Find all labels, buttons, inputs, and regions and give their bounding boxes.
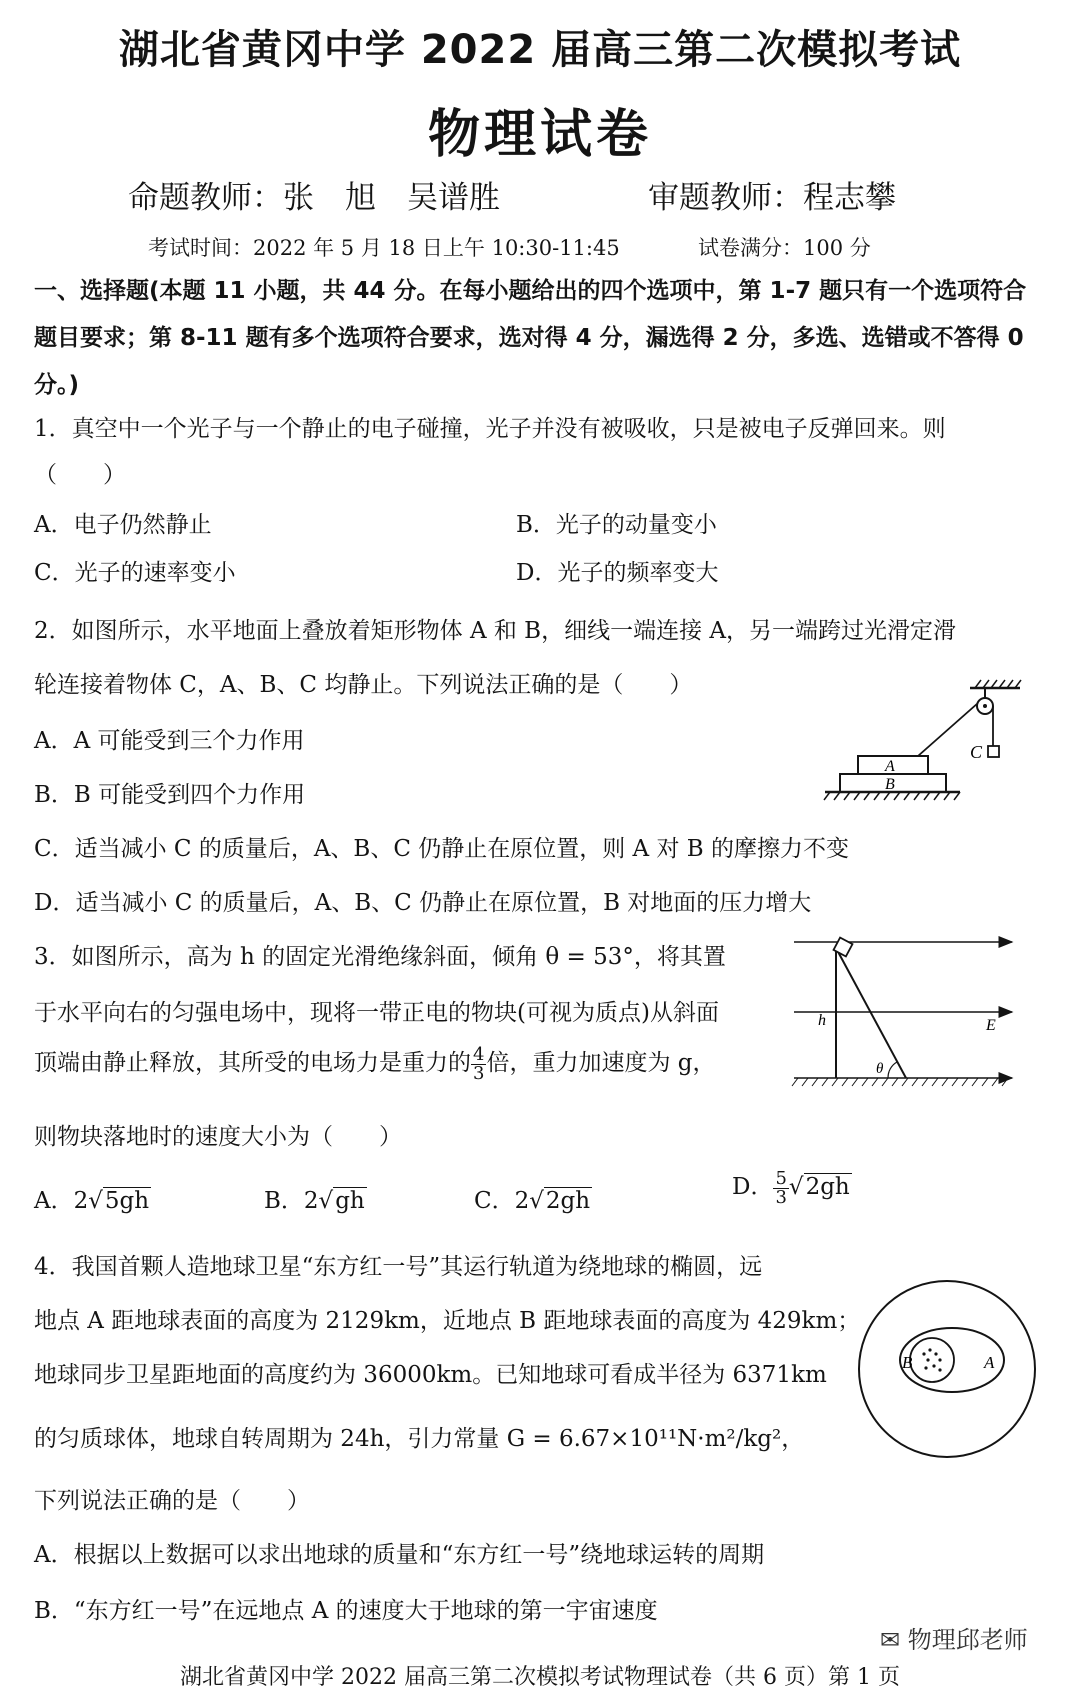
q4-option-b: B．“东方红一号”在远地点 A 的速度大于地球的第一宇宙速度 bbox=[34, 1598, 658, 1624]
q3-frac-den: 3 bbox=[473, 1062, 485, 1084]
q3-stem-line3-a: 顶端由静止释放，其所受的电场力是重力的 bbox=[34, 1050, 471, 1076]
q3-option-d-fraction bbox=[773, 1167, 788, 1208]
pulley-diagram bbox=[820, 676, 1030, 816]
watermark-text: 物理邱老师 bbox=[907, 1626, 1028, 1654]
label-h: h bbox=[818, 1012, 826, 1029]
q1-option-d: D．光子的频率变大 bbox=[516, 560, 719, 586]
q3-stem-line2: 于水平向右的匀强电场中，现将一带正电的物块(可视为质点)从斜面 bbox=[34, 1000, 719, 1026]
q2-stem-line1: 2．如图所示，水平地面上叠放着矩形物体 A 和 B，细线一端连接 A，另一端跨过光滑定滑 bbox=[34, 618, 956, 644]
q2-option-b: B．B 可能受到四个力作用 bbox=[34, 782, 306, 808]
q1-option-b: B．光子的动量变小 bbox=[516, 512, 717, 538]
q2-stem-line2: 轮连接着物体 C，A、B、C 均静止。下列说法正确的是（ ） bbox=[34, 672, 693, 698]
q3-option-a-prefix: A．2 bbox=[34, 1188, 89, 1214]
q4-option-a: A．根据以上数据可以求出地球的质量和“东方红一号”绕地球运转的周期 bbox=[34, 1542, 765, 1568]
q1-option-a: A．电子仍然静止 bbox=[34, 512, 212, 538]
q3-option-d-den: 3 bbox=[775, 1186, 787, 1208]
q3-option-d-prefix: D． bbox=[732, 1174, 774, 1200]
q3-option-b-prefix: B．2 bbox=[264, 1188, 319, 1214]
q3-stem-line3-b: 倍，重力加速度为 g， bbox=[486, 1050, 716, 1076]
q3-option-c-prefix: C．2 bbox=[474, 1188, 530, 1214]
q3-stem-line3 bbox=[34, 1044, 716, 1083]
q3-option-b: B．2√gh bbox=[264, 1188, 365, 1214]
q3-option-a-radicand: 5gh bbox=[104, 1188, 150, 1214]
q3-option-b-radicand: gh bbox=[335, 1188, 365, 1214]
section-heading: 一、选择题(本题 11 小题，共 44 分。在每小题给出的四个选项中，第 1-7 题只有一个选项符合题目要求；第 8-11 题有多个选项符合要求，选对得 4 分，漏选得 2 分，多选、选错或不答得 0 分。) bbox=[34, 278, 1027, 398]
q3-option-a: A．2√5gh bbox=[34, 1188, 150, 1214]
q3-option-c-radicand: 2gh bbox=[545, 1188, 591, 1214]
exam-title: 湖北省黄冈中学 2022 届高三第二次模拟考试 bbox=[118, 27, 962, 73]
q3-frac-num: 4 bbox=[473, 1043, 485, 1065]
q3-stem-line4: 则物块落地时的速度大小为（ ） bbox=[34, 1124, 402, 1150]
q2-option-a: A．A 可能受到三个力作用 bbox=[34, 728, 305, 754]
setters: 命题教师：张 旭 吴谱胜 bbox=[128, 180, 500, 216]
label-apogee-a: A bbox=[984, 1353, 995, 1372]
q1-option-c: C．光子的速率变小 bbox=[34, 560, 236, 586]
wechat-icon: ✉ bbox=[880, 1626, 908, 1654]
q1-stem-line1: 1．真空中一个光子与一个静止的电子碰撞，光子并没有被吸收，只是被电子反弹回来。则 bbox=[34, 416, 946, 442]
label-perigee-b: B bbox=[902, 1353, 913, 1372]
q3-fraction bbox=[471, 1043, 486, 1084]
q4-stem-line1: 4．我国首颗人造地球卫星“东方红一号”其运行轨道为绕地球的椭圆，远 bbox=[34, 1254, 763, 1280]
label-theta: θ bbox=[876, 1061, 884, 1077]
q4-stem-line4: 的匀质球体，地球自转周期为 24h，引力常量 G = 6.67×10¹¹N·m²/kg²， bbox=[34, 1426, 805, 1452]
incline-field-diagram bbox=[776, 930, 1026, 1094]
q4-stem-line3: 地球同步卫星距地面的高度约为 36000km。已知地球可看成半径为 6371km bbox=[34, 1362, 827, 1388]
q3-option-d-num: 5 bbox=[775, 1167, 787, 1189]
q3-option-c: C．2√2gh bbox=[474, 1188, 591, 1214]
page-footer: 湖北省黄冈中学 2022 届高三第二次模拟考试物理试卷（共 6 页）第 1 页 bbox=[180, 1665, 900, 1690]
q3-option-d-radicand: 2gh bbox=[805, 1174, 850, 1200]
q2-option-c: C．适当减小 C 的质量后，A、B、C 仍静止在原位置，则 A 对 B 的摩擦力不变 bbox=[34, 836, 849, 862]
watermark bbox=[880, 1620, 1028, 1655]
reviewers: 审题教师：程志攀 bbox=[648, 180, 896, 216]
q4-stem-line2: 地点 A 距地球表面的高度为 2129km，近地点 B 距地球表面的高度为 429km； bbox=[34, 1308, 861, 1334]
q4-stem-line5: 下列说法正确的是（ ） bbox=[34, 1488, 310, 1514]
q3-stem-line1: 3．如图所示，高为 h 的固定光滑绝缘斜面，倾角 θ = 53°，将其置 bbox=[34, 944, 726, 970]
q3-option-d: D． $\frac{5}{3}$ √2gh bbox=[732, 1167, 850, 1208]
full-score: 试卷满分：100 分 bbox=[698, 236, 871, 260]
exam-time: 考试时间：2022 年 5 月 18 日上午 10:30-11:45 bbox=[148, 236, 620, 260]
q2-option-d: D．适当减小 C 的质量后，A、B、C 仍静止在原位置，B 对地面的压力增大 bbox=[34, 890, 812, 916]
label-c: C bbox=[970, 742, 983, 762]
q1-stem-line2: （ ） bbox=[34, 462, 126, 488]
label-a: A bbox=[885, 758, 895, 775]
subject-title: 物理试卷 bbox=[427, 105, 652, 165]
orbit-diagram bbox=[854, 1276, 1040, 1462]
label-e: E bbox=[986, 1017, 996, 1034]
label-b: B bbox=[885, 776, 895, 793]
